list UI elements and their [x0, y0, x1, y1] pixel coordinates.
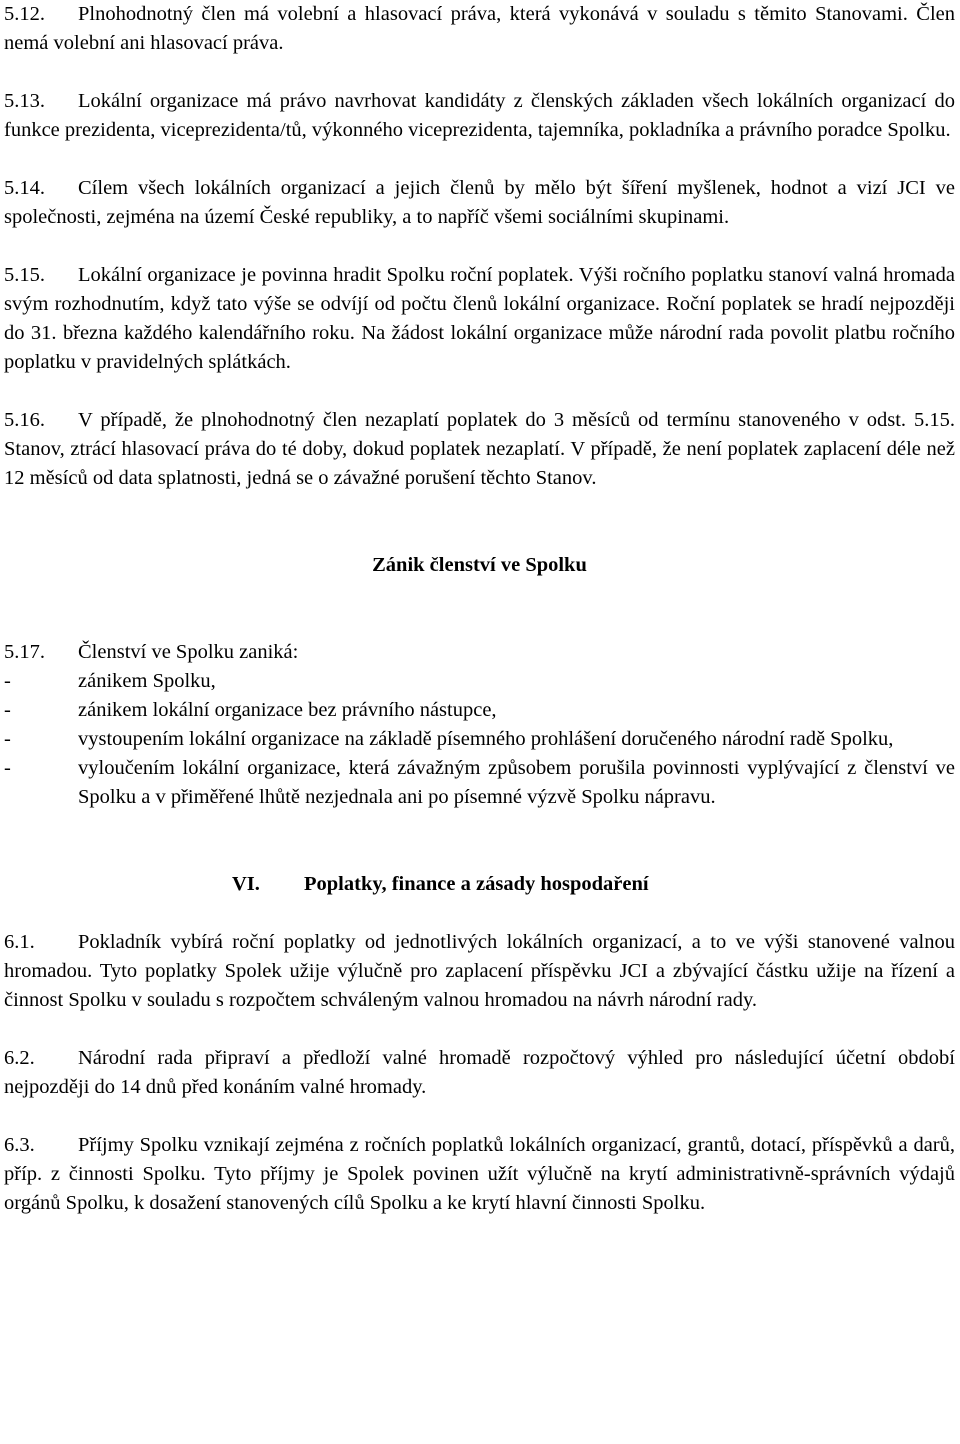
document-page [4, 0, 955, 1218]
paragraph-text: Národní rada připraví a předloží valné hromadě rozpočtový výhled pro následující účetní období nejpozději do 14 dnů před konáním valné hromady. [4, 1047, 955, 1098]
list-item-text: vyloučením lokální organizace, která závažným způsobem porušila povinnosti vyplývající z členství ve Spolku a v přiměřené lhůtě nezjednala ani po písemné výzvě Spolku nápravu. [78, 757, 955, 808]
paragraph-text: Příjmy Spolku vznikají zejména z ročních poplatků lokálních organizací, grantů, dotací, příspěvků a darů, příp. z činnosti Spolku. Tyto příjmy je Spolek povinen užít výlučně na krytí administrativně-správních výdajů orgánů Spolku, k dosažení stanovených cílů Spolku a ke krytí hlavní činnosti Spolku. [4, 1134, 955, 1214]
spacer [4, 1102, 955, 1131]
paragraph-number: 5.15. [4, 264, 45, 286]
section-title: Zánik členství ve Spolku [372, 554, 587, 576]
spacer [4, 899, 955, 928]
list-dash: - [4, 699, 11, 721]
paragraph-5-13 [4, 87, 955, 145]
spacer [4, 812, 955, 870]
list-item [4, 696, 955, 725]
spacer [4, 377, 955, 406]
paragraph-text: Lokální organizace má právo navrhovat kandidáty z členských základen všech lokálních organizací do funkce prezidenta, viceprezidenta/tů, výkonného viceprezidenta, tajemníka, pokladníka a právního poradce Spolku. [4, 90, 955, 141]
list-item [4, 667, 955, 696]
paragraph-text: Plnohodnotný člen má volební a hlasovací práva, která vykonává v souladu s těmito Stanovami. Člen nemá volební ani hlasovací práva. [4, 3, 955, 54]
spacer [4, 1015, 955, 1044]
paragraph-number: 6.2. [4, 1047, 35, 1069]
paragraph-5-14 [4, 174, 955, 232]
paragraph-text: Lokální organizace je povinna hradit Spolku roční poplatek. Výši ročního poplatku stanoví valná hromada svým rozhodnutím, když tato výše se odvíjí od počtu členů lokální organizace. Roční poplatek se hradí nejpozději do 31. března každého kalendářního roku. Na žádost lokální organizace může národní rada povolit platbu ročního poplatku v pravidelných splátkách. [4, 264, 955, 373]
list-item [4, 754, 955, 812]
paragraph-text: Členství ve Spolku zaniká: [78, 641, 299, 663]
spacer [4, 145, 955, 174]
paragraph-5-15 [4, 261, 955, 377]
chapter-title: Poplatky, finance a zásady hospodaření [304, 873, 649, 895]
paragraph-number: 6.3. [4, 1134, 35, 1156]
paragraph-number: 6.1. [4, 931, 35, 953]
paragraph-number: 5.16. [4, 409, 45, 431]
paragraph-number: 5.14. [4, 177, 45, 199]
list-item-text: vystoupením lokální organizace na základě písemného prohlášení doručeného národní radě Spolku, [78, 728, 894, 750]
termination-list [4, 667, 955, 812]
paragraph-text: Cílem všech lokálních organizací a jejich členů by mělo být šíření myšlenek, hodnot a vizí JCI ve společnosti, zejména na území České republiky, a to napříč všemi sociálními skupinami. [4, 177, 955, 228]
spacer [4, 580, 955, 638]
list-dash: - [4, 757, 11, 779]
list-dash: - [4, 670, 11, 692]
paragraph-6-3 [4, 1131, 955, 1218]
list-item [4, 725, 955, 754]
paragraph-5-17 [4, 638, 955, 667]
list-item-text: zánikem lokální organizace bez právního nástupce, [78, 699, 497, 721]
spacer [4, 493, 955, 551]
list-dash: - [4, 728, 11, 750]
chapter-heading [4, 870, 955, 899]
paragraph-number: 5.12. [4, 3, 45, 25]
paragraph-6-1 [4, 928, 955, 1015]
paragraph-number: 5.17. [4, 641, 45, 663]
paragraph-5-12 [4, 0, 955, 58]
paragraph-text: Pokladník vybírá roční poplatky od jednotlivých lokálních organizací, a to ve výši stanovené valnou hromadou. Tyto poplatky Spolek užije výlučně pro zaplacení příspěvku JCI a zbývající částku užije na řízení a činnost Spolku v souladu s rozpočtem schváleným valnou hromadou na návrh národní rady. [4, 931, 955, 1011]
paragraph-number: 5.13. [4, 90, 45, 112]
paragraph-text: V případě, že plnohodnotný člen nezaplatí poplatek do 3 měsíců od termínu stanoveného v odst. 5.15. Stanov, ztrácí hlasovací práva do té doby, dokud poplatek nezaplatí. V případě, že není poplatek zaplacení déle než 12 měsíců od data splatnosti, jedná se o závažné porušení těchto Stanov. [4, 409, 955, 489]
chapter-number: VI. [232, 873, 260, 895]
spacer [4, 58, 955, 87]
list-item-text: zánikem Spolku, [78, 670, 216, 692]
spacer [4, 232, 955, 261]
paragraph-6-2 [4, 1044, 955, 1102]
paragraph-5-16 [4, 406, 955, 493]
